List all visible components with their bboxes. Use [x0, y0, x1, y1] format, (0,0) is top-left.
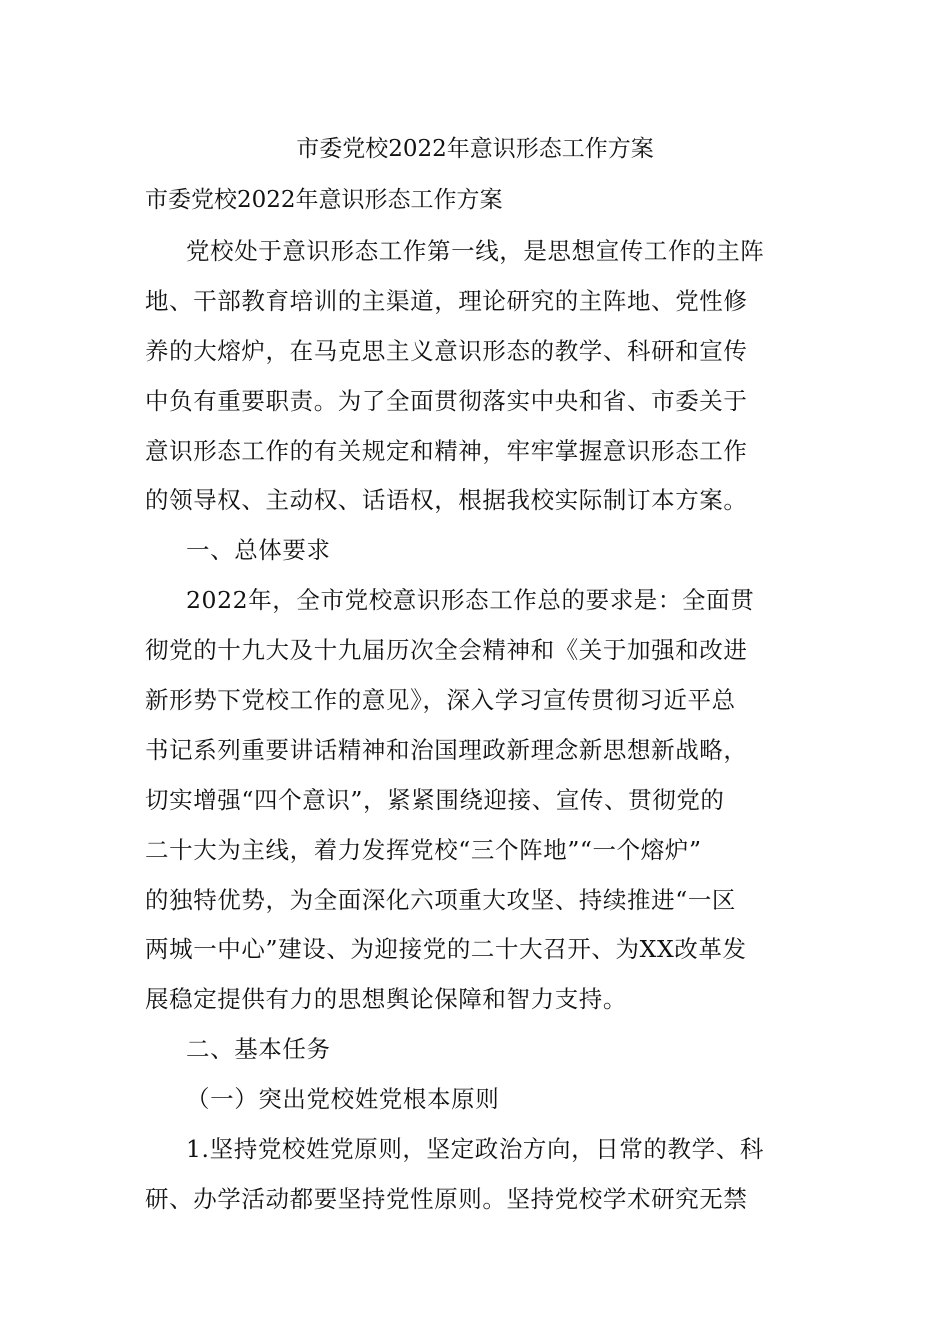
text-line: 养的大熔炉，在马克思主义意识形态的教学、科研和宣传 — [145, 336, 748, 365]
text-line: 2022年，全市党校意识形态工作总的要求是：全面贯 — [186, 586, 755, 615]
text-line: （一）突出党校姓党根本原则 — [186, 1085, 500, 1114]
text-line: 二十大为主线，着力发挥党校“三个阵地”“一个熔炉” — [145, 835, 702, 864]
text-line: 两城一中心”建设、为迎接党的二十大召开、为XX改革发 — [145, 935, 747, 964]
text-line: 地、干部教育培训的主渠道，理论研究的主阵地、党性修 — [145, 286, 748, 315]
text-line: 二、基本任务 — [186, 1035, 331, 1064]
text-line: 研、办学活动都要坚持党性原则。坚持党校学术研究无禁 — [145, 1184, 748, 1213]
text-line: 切实增强“四个意识”，紧紧围绕迎接、宣传、贯彻党的 — [145, 785, 725, 814]
document-body — [145, 231, 825, 1229]
text-line: 书记系列重要讲话精神和治国理政新理念新思想新战略， — [145, 735, 748, 764]
text-line: 中负有重要职责。为了全面贯彻落实中央和省、市委关于 — [145, 386, 748, 415]
text-line: 1.坚持党校姓党原则，坚定政治方向，日常的教学、科 — [186, 1135, 764, 1164]
text-line: 一、总体要求 — [186, 536, 331, 565]
text-line: 新形势下党校工作的意见》，深入学习宣传贯彻习近平总 — [145, 686, 736, 715]
text-line: 展稳定提供有力的思想舆论保障和智力支持。 — [145, 985, 627, 1014]
text-line: 的独特优势，为全面深化六项重大攻坚、持续推进“一区 — [145, 885, 737, 914]
text-line: 意识形态工作的有关规定和精神，牢牢掌握意识形态工作 — [145, 436, 748, 465]
text-line: 的领导权、主动权、话语权，根据我校实际制订本方案。 — [145, 486, 748, 515]
document-title: 市委党校2022年意识形态工作方案 — [296, 136, 654, 162]
document-subtitle: 市委党校2022年意识形态工作方案 — [145, 187, 503, 213]
text-line: 彻党的十九大及十九届历次全会精神和《关于加强和改进 — [145, 636, 748, 665]
text-line: 党校处于意识形态工作第一线，是思想宣传工作的主阵 — [186, 237, 765, 265]
